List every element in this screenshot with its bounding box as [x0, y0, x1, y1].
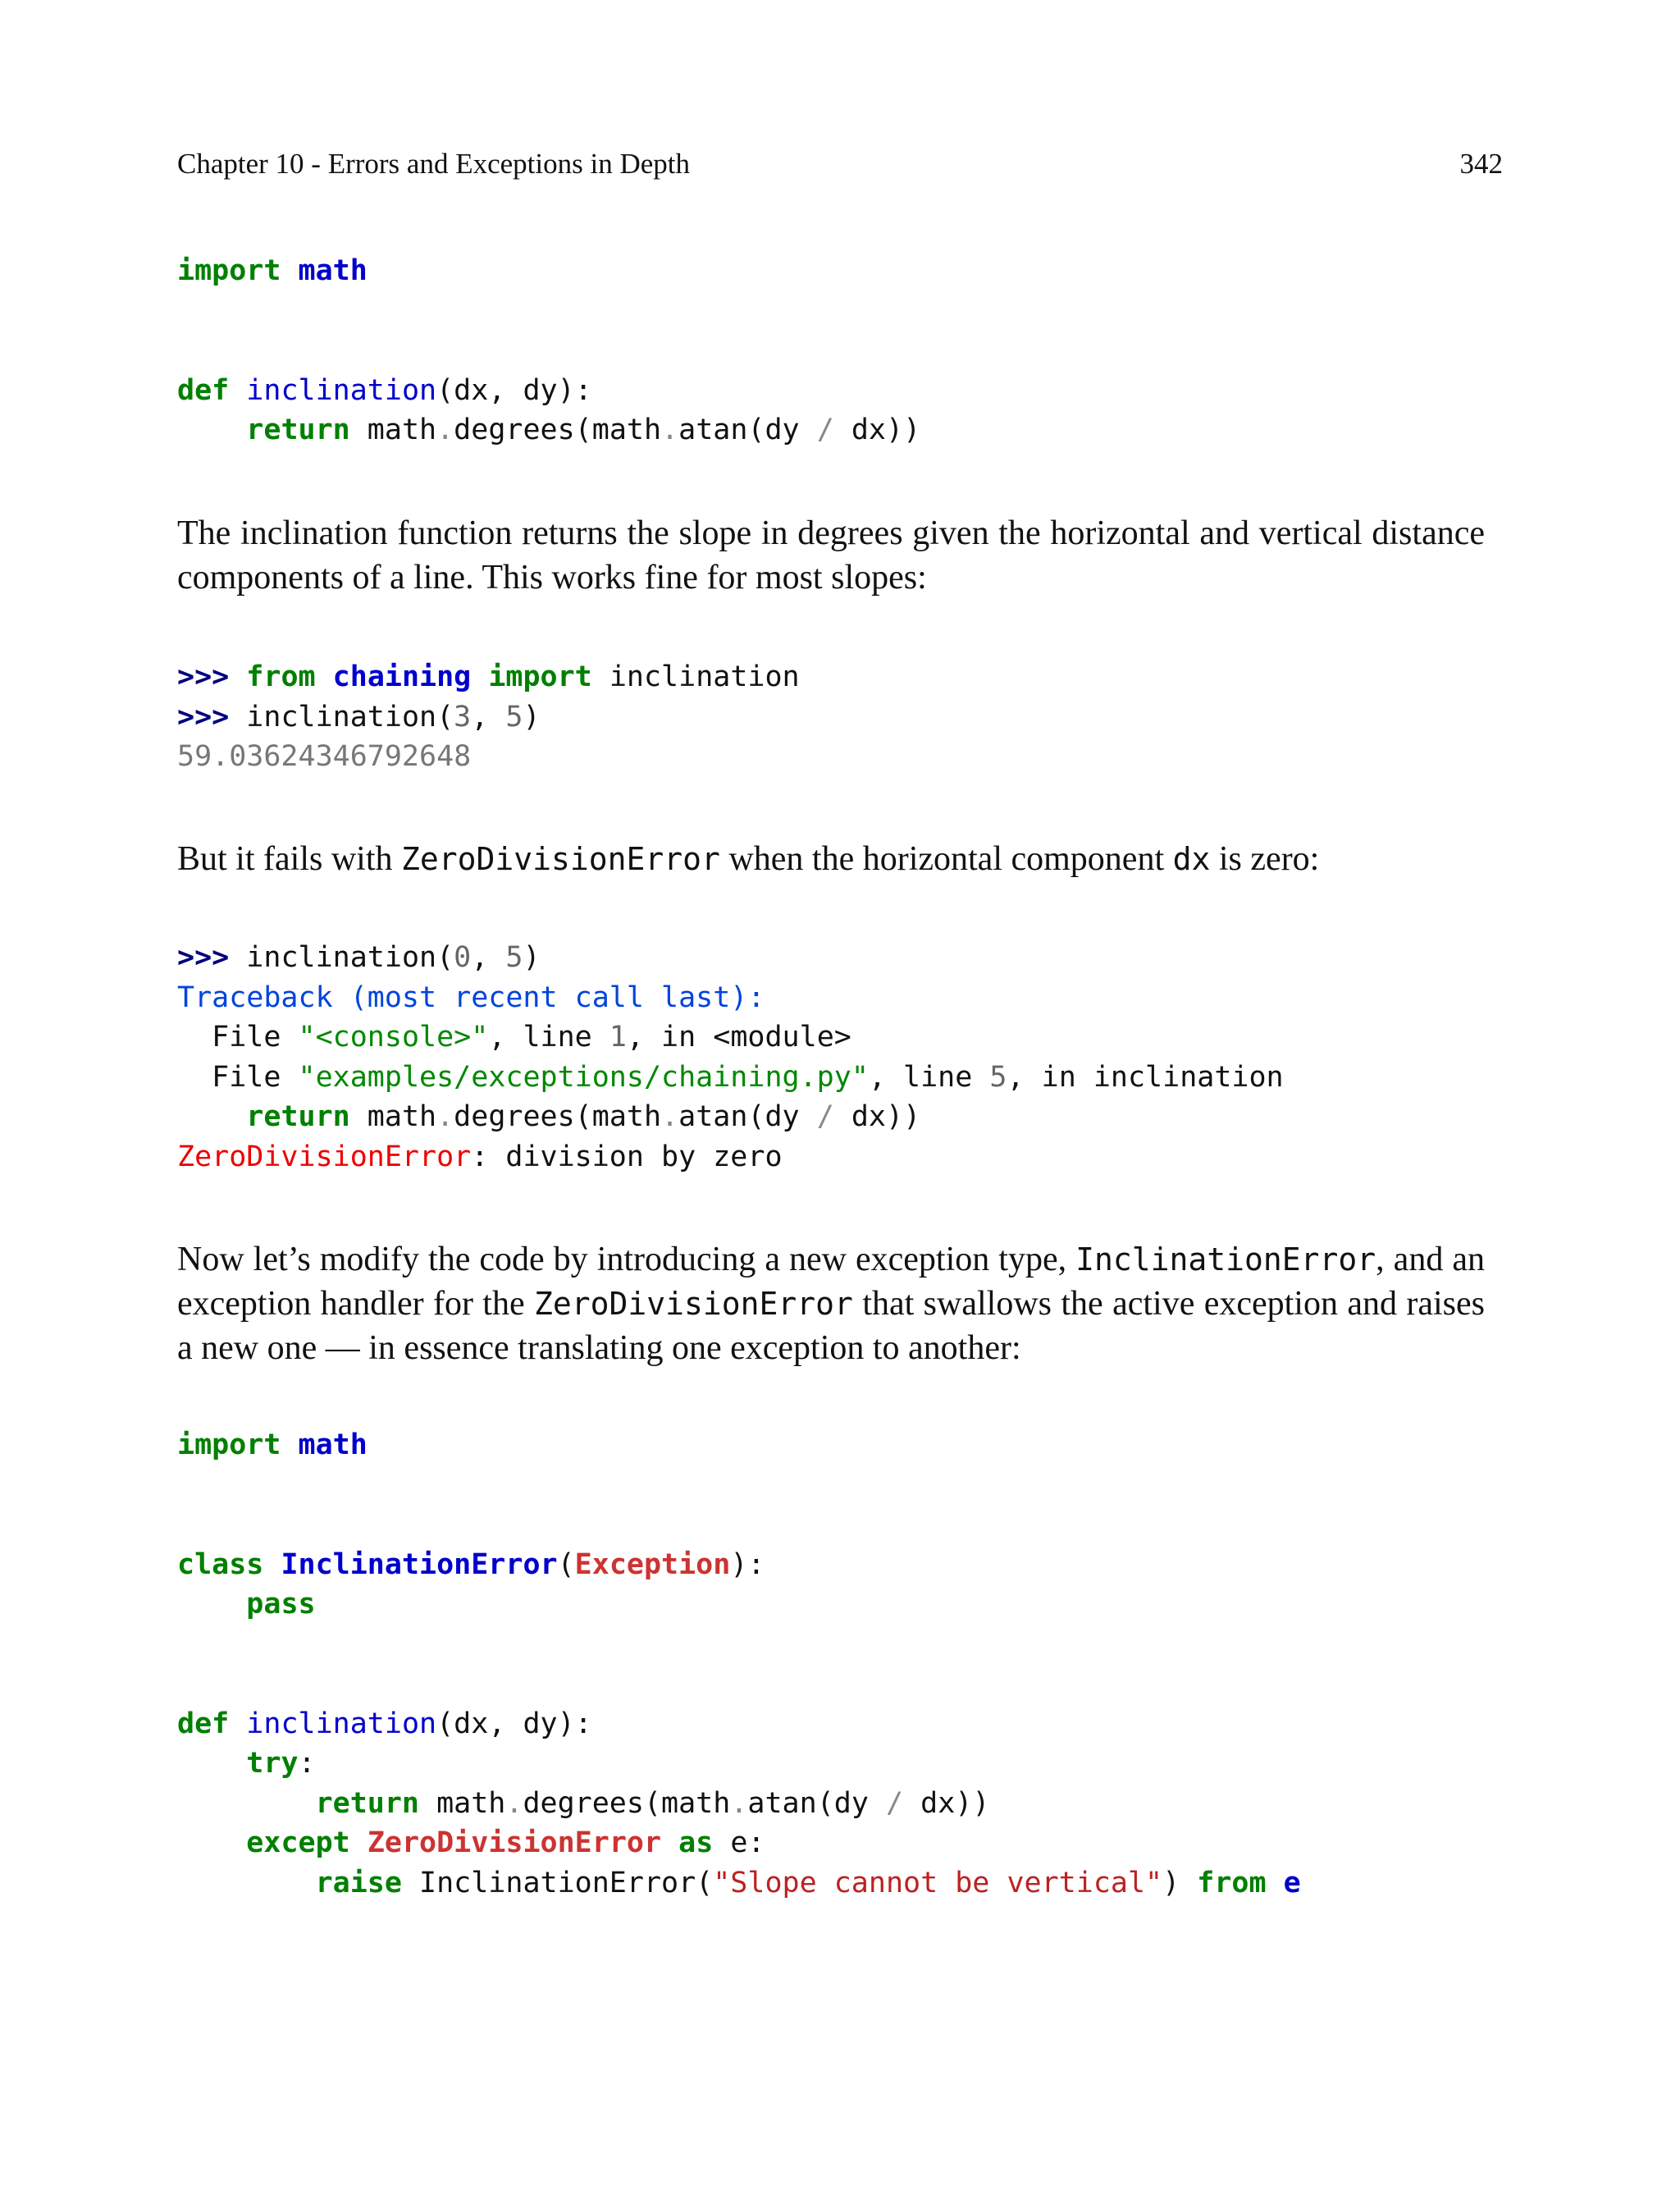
- traceback-header: Traceback (most recent call last):: [177, 981, 765, 1014]
- code-line: raise InclinationError("Slope cannot be vertical") from e: [315, 1866, 1301, 1899]
- repl-output: 59.03624346792648: [177, 740, 472, 773]
- code-line: def inclination(dx, dy):: [177, 373, 592, 407]
- paragraph-inclination-description: The inclination function returns the slope in degrees given the horizontal and vertical distance components of a line. This works fine for most slopes:: [177, 514, 1485, 597]
- page-header: [177, 144, 1503, 184]
- code-block-inclination-error: [177, 1425, 1301, 1903]
- code-line: import math: [177, 254, 368, 287]
- paragraph-exception-translation: Now let’s modify the code by introducing a new exception type, InclinationError, and an exception handler for the ZeroDivisionError that swallows the active exception and raises a new one — in essence translating one exception to another:: [177, 1241, 1485, 1367]
- code-line: >>> from chaining import inclination: [177, 661, 800, 693]
- code-line: return math.degrees(math.atan(dy / dx)): [246, 414, 921, 446]
- paragraph-zero-division: But it fails with ZeroDivisionError when the horizontal component dx is zero:: [177, 840, 1320, 878]
- code-line: import math: [177, 1428, 368, 1461]
- code-line: def inclination(dx, dy):: [177, 1707, 592, 1740]
- repl-block-success: [177, 657, 800, 777]
- repl-block-traceback: [177, 938, 1284, 1177]
- traceback-frame: File "<console>", line 1, in <module>: [177, 1021, 851, 1054]
- traceback-source-line: return math.degrees(math.atan(dy / dx)): [246, 1100, 921, 1133]
- code-line: pass: [246, 1588, 316, 1620]
- code-line: >>> inclination(3, 5): [177, 700, 541, 734]
- page-number: 342: [1459, 148, 1503, 180]
- code-block-inclination: [177, 251, 920, 450]
- code-line: except ZeroDivisionError as e:: [246, 1826, 765, 1859]
- code-line: class InclinationError(Exception):: [177, 1547, 765, 1581]
- traceback-frame: File "examples/exceptions/chaining.py", line 5, in inclination: [177, 1060, 1284, 1094]
- chapter-title: Chapter 10 - Errors and Exceptions in Depth: [177, 148, 690, 180]
- error-line: ZeroDivisionError: division by zero: [177, 1140, 783, 1173]
- code-line: return math.degrees(math.atan(dy / dx)): [315, 1786, 990, 1820]
- code-line: >>> inclination(0, 5): [177, 941, 541, 974]
- code-line: try:: [246, 1747, 316, 1780]
